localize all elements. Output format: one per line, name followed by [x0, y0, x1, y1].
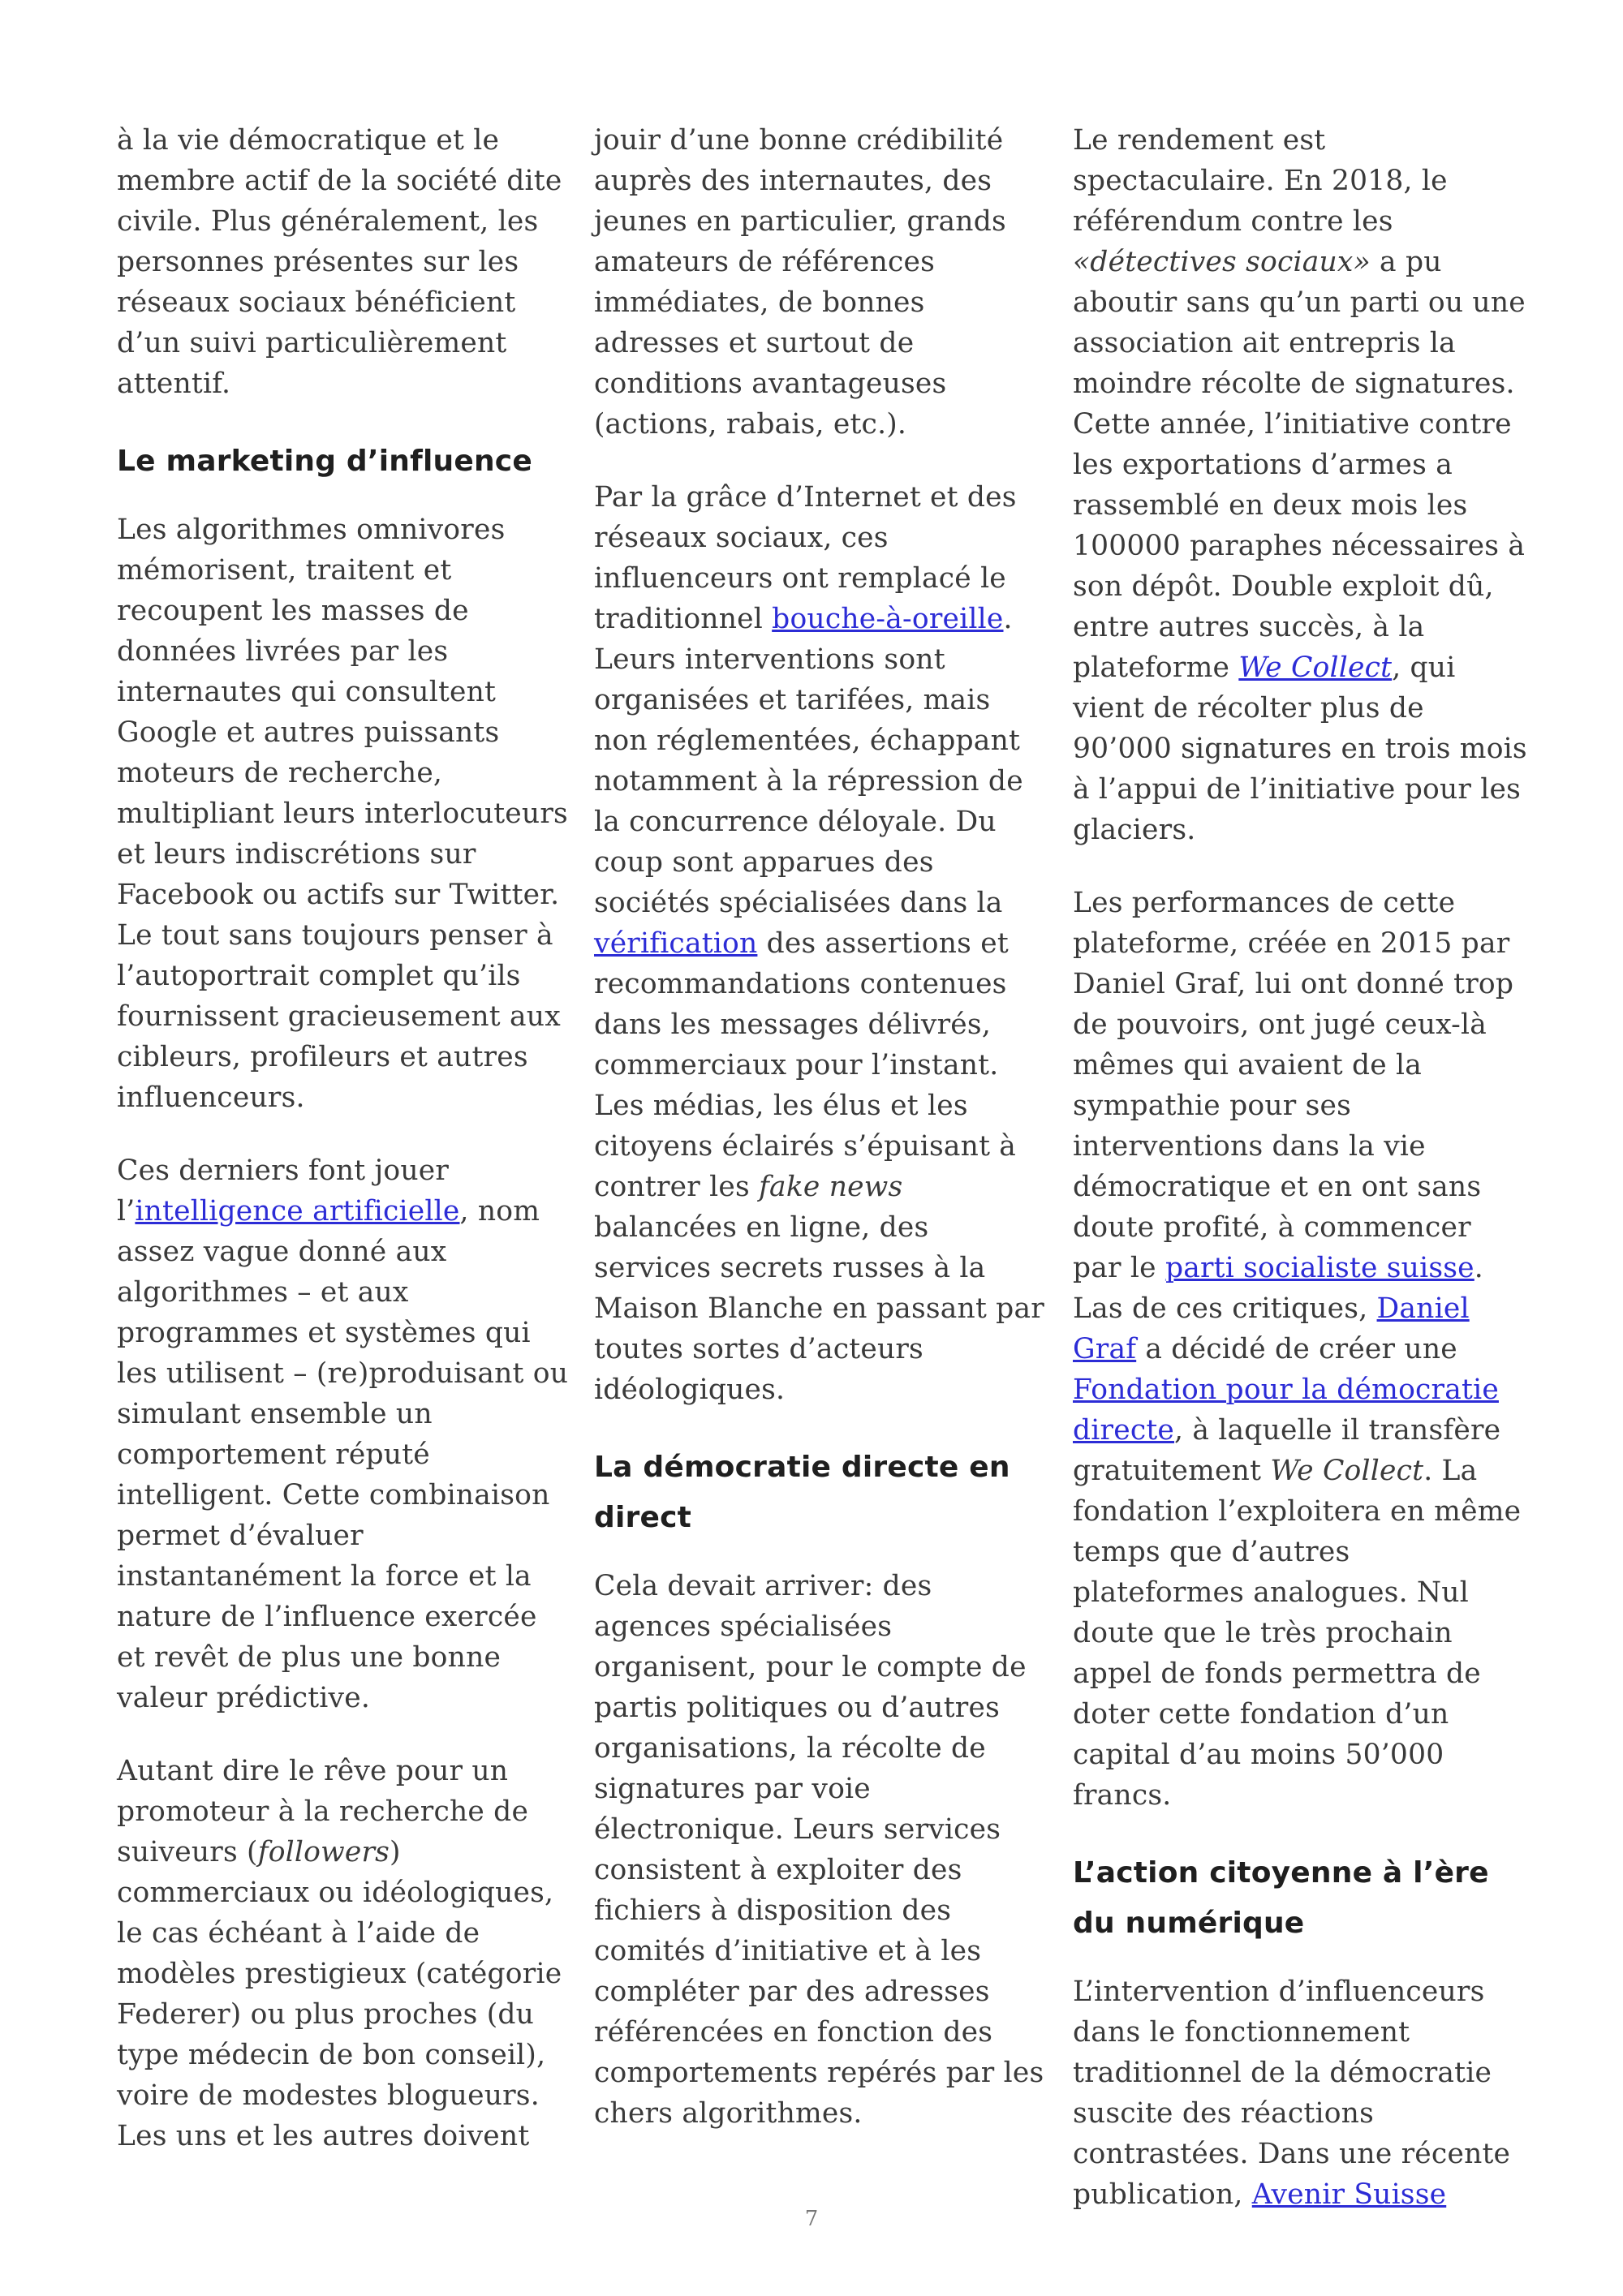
paragraph: Ces derniers font jouer l’intelligence artificielle, nom assez vague donné aux algorithmes – et aux programmes et systèmes qui les utilisent – (re)produisant ou simulant ensemble un comportement réputé intelligent. Cette combinaison permet d’évaluer instantanément la force et la nature de l’influence exercée et revêt de plus une bonne valeur prédictive. — [117, 1154, 569, 1714]
paragraph: Cela devait arriver: des agences spécialisées organisent, pour le compte de partis politiques ou d’autres organisations, la récolte de signatures par voie électronique. Leurs services consistent à exploiter des fichiers à disposition des comités d’initiative et à les compléter par des adresses référencées en fonction des comportements repérés par les chers algorithmes. — [594, 1570, 1044, 2130]
link-daniel-graf[interactable]: Daniel Graf — [1073, 1292, 1470, 1365]
column-middle — [594, 120, 1048, 2134]
paragraph: Les algorithmes omnivores mémorisent, traitent et recoupent les masses de données livrées par les internautes qui consultent Google et autres puissants moteurs de recherche, multipliant leurs interlocuteurs et leurs indiscrétions sur Facebook ou actifs sur Twitter. Le tout sans toujours penser à l’autoportrait complet qu’ils fournissent gracieusement aux cibleurs, profileurs et autres influenceurs. — [117, 514, 568, 1114]
paragraph: à la vie démocratique et le membre actif de la société dite civile. Plus généralement, les personnes présentes sur les réseaux sociaux bénéficient d’un suivi particulièrement attentif. — [117, 124, 562, 400]
link-parti-socialiste-suisse[interactable]: parti socialiste suisse — [1165, 1252, 1474, 1284]
section-heading: La démocratie directe en direct — [594, 1451, 1010, 1534]
paragraph: Les performances de cette plateforme, créée en 2015 par Daniel Graf, lui ont donné trop de pouvoirs, ont jugé ceux-là mêmes qui avaient de la sympathie pour ses interventions dans la vie démocratique et en ont sans doute profité, à commencer par le parti socialiste suisse. Las de ces critiques, Daniel Graf a décidé de créer une Fondation pour la démocratie directe, à laquelle il transfère gratuitement We Collect. La fondation l’exploitera en même temps que d’autres plateformes analogues. Nul doute que le très prochain appel de fonds permettra de doter cette fondation d’un capital d’au moins 50’000 francs. — [1073, 887, 1522, 1812]
link-avenir-suisse[interactable]: Avenir Suisse — [1251, 2178, 1447, 2211]
section-heading: Le marketing d’influence — [117, 445, 532, 478]
link-we-collect[interactable]: We Collect — [1238, 651, 1393, 684]
paragraph: Autant dire le rêve pour un promoteur à la recherche de suiveurs (followers) commerciaux ou idéologiques, le cas échéant à l’aide de modèles prestigieux (catégorie Federer) ou plus proches (du type médecin de bon conseil), voire de modestes blogueurs. Les uns et les autres doivent — [117, 1755, 562, 2152]
link-fondation-democratie-directe[interactable]: Fondation pour la démocratie directe — [1073, 1374, 1499, 1447]
link-intelligence-artificielle[interactable]: intelligence artificielle — [135, 1195, 460, 1228]
paragraph: Par la grâce d’Internet et des réseaux sociaux, ces influenceurs ont remplacé le traditionnel bouche-à-oreille. Leurs interventions sont organisées et tarifées, mais non réglementées, échappant notamment à la répression de la concurrence déloyale. Du coup sont apparues des sociétés spécialisées dans la vérification des assertions et recommandations contenues dans les messages délivrés, commerciaux pour l’instant. Les médias, les élus et les citoyens éclairés s’épuisant à contrer les fake news balancées en ligne, des services secrets russes à la Maison Blanche en passant par toutes sortes d’acteurs idéologiques. — [594, 481, 1044, 1406]
paragraph: L’intervention d’influenceurs dans le fonctionnement traditionnel de la démocratie suscite des réactions contrastées. Dans une récente publication, Avenir Suisse — [1073, 1976, 1511, 2211]
column-right — [1073, 120, 1527, 2215]
link-bouche-a-oreille[interactable]: bouche-à-oreille — [772, 603, 1004, 635]
paragraph: jouir d’une bonne crédibilité auprès des internautes, des jeunes en particulier, grands amateurs de références immédiates, de bonnes adresses et surtout de conditions avantageuses (actions, rabais, etc.). — [594, 124, 1006, 441]
column-left — [117, 120, 571, 2156]
section-heading: L’action citoyenne à l’ère du numérique — [1073, 1856, 1489, 1940]
page-number: 7 — [804, 2207, 819, 2231]
link-verification[interactable]: vérification — [594, 927, 758, 960]
paragraph: Le rendement est spectaculaire. En 2018, le référendum contre les «détectives sociaux» a pu aboutir sans qu’un parti ou une association ait entrepris la moindre récolte de signatures. Cette année, l’initiative contre les exportations d’armes a rassemblé en deux mois les 100000 paraphes nécessaires à son dépôt. Double exploit dû, entre autres succès, à la plateforme We Collect, qui vient de récolter plus de 90’000 signatures en trois mois à l’appui de l’initiative pour les glaciers. — [1073, 124, 1527, 846]
